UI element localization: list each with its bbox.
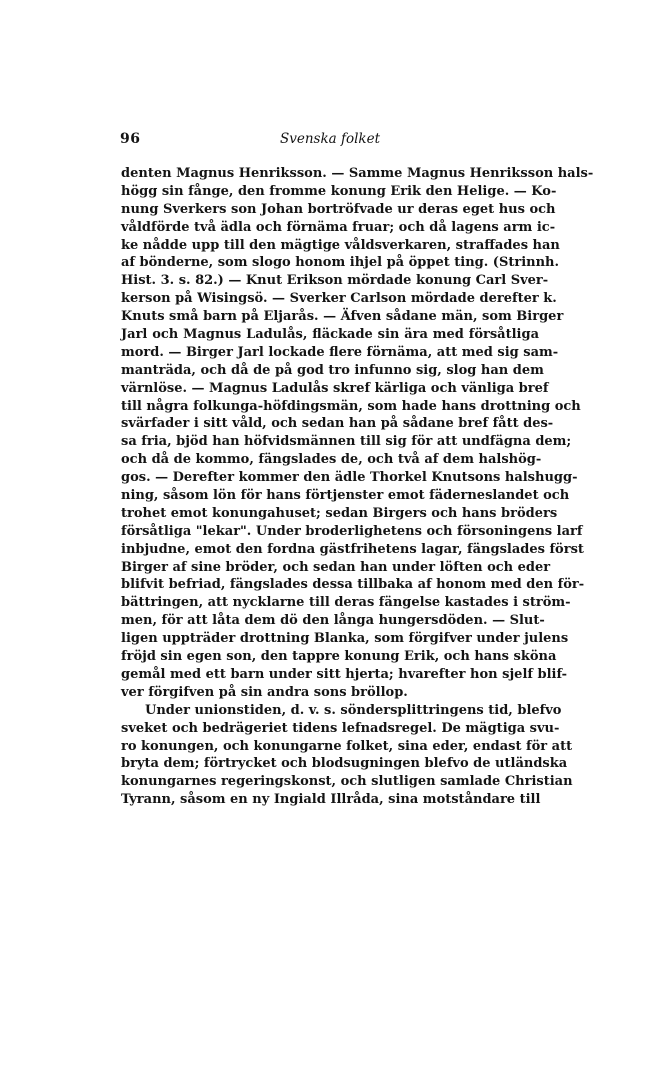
text-line: Birger af sine bröder, och sedan han under löften och eder: [121, 559, 551, 575]
page-header: [120, 131, 540, 151]
text-line: manträda, och då de på god tro infunno sig, slog han dem: [121, 362, 544, 378]
text-line: bättringen, att nycklarne till deras fängelse kastades i ström-: [121, 595, 571, 611]
text-line: gos. — Derefter kommer den ädle Thorkel Knutsons halshugg-: [121, 470, 578, 486]
text-line: högg sin fånge, den fromme konung Erik den Helige. — Ko-: [121, 183, 557, 199]
text-line: trohet emot konungahuset; sedan Birgers och hans bröders: [121, 505, 558, 521]
text-line: mord. — Birger Jarl lockade flere förnäma, att med sig sam-: [121, 344, 559, 360]
text-line: och då de kommo, fängslades de, och två af dem halshög-: [121, 452, 542, 468]
text-line: ligen uppträder drottning Blanka, som förgifver under julens: [121, 631, 569, 647]
text-line: kerson på Wisingsö. — Sverker Carlson mördade derefter k.: [121, 291, 557, 307]
text-line: Knuts små barn på Eljarås. — Äfven sådane män, som Birger: [121, 309, 564, 325]
text-line: bryta dem; förtrycket och blodsugningen blefvo de utländska: [121, 756, 568, 772]
text-line: men, för att låta dem dö den långa hungersdöden. — Slut-: [121, 613, 545, 629]
text-line: sveket och bedrägeriet tidens lefnadsregel. De mägtiga svu-: [121, 720, 560, 736]
paragraph-end-line: ver förgifven på sin andra sons bröllop.: [121, 684, 408, 700]
text-line: konungarnes regeringskonst, och slutligen samlade Christian: [121, 774, 573, 790]
text-line: våldförde två ädla och förnäma fruar; och då lagens arm ic-: [121, 219, 556, 235]
body-text: [121, 165, 594, 809]
text-line: gemål med ett barn under sitt hjerta; hvarefter hon sjelf blif-: [121, 666, 567, 682]
page-number: 96: [120, 131, 141, 147]
text-line: Hist. 3. s. 82.) — Knut Erikson mördade konung Carl Sver-: [121, 273, 549, 289]
text-line: nung Sverkers son Johan bortröfvade ur deras eget hus och: [121, 201, 556, 217]
text-line: ke nådde upp till den mägtige våldsverkaren, straffades han: [121, 237, 560, 253]
text-line: sa fria, bjöd han höfvidsmännen till sig för att undfägna dem;: [121, 434, 572, 450]
text-line: försåtliga "lekar". Under broderlighetens och försoningens larf: [121, 523, 583, 539]
text-line: svärfader i sitt våld, och sedan han på sådane bref fått des-: [121, 416, 554, 432]
paragraph-start-line: Under unionstiden, d. v. s. söndersplittringens tid, blefvo: [145, 702, 562, 718]
text-line: inbjudne, emot den fordna gästfrihetens lagar, fängslades först: [121, 541, 584, 557]
running-title: Svenska folket: [279, 131, 381, 147]
text-line: ro konungen, och konungarne folket, sina eder, endast för att: [121, 738, 573, 754]
text-line: till några folkunga-höfdingsmän, som hade hans drottning och: [121, 398, 581, 414]
text-line: Jarl och Magnus Ladulås, fläckade sin ära med försåtliga: [121, 327, 539, 343]
text-line: värnlöse. — Magnus Ladulås skref kärliga och vänliga bref: [121, 380, 549, 396]
text-line: fröjd sin egen son, den tappre konung Erik, och hans sköna: [121, 649, 557, 665]
text-line: denten Magnus Henriksson. — Samme Magnus Henriksson hals-: [121, 166, 594, 181]
text-line: blifvit befriad, fängslades dessa tillbaka af honom med den för-: [121, 577, 585, 593]
text-line: af bönderne, som slogo honom ihjel på öppet ting. (Strinnh.: [121, 255, 560, 271]
text-line: ning, såsom lön för hans förtjenster emot fäderneslandet och: [121, 488, 570, 504]
text-line: Tyrann, såsom en ny Ingiald Illråda, sina motståndare till: [121, 792, 541, 808]
